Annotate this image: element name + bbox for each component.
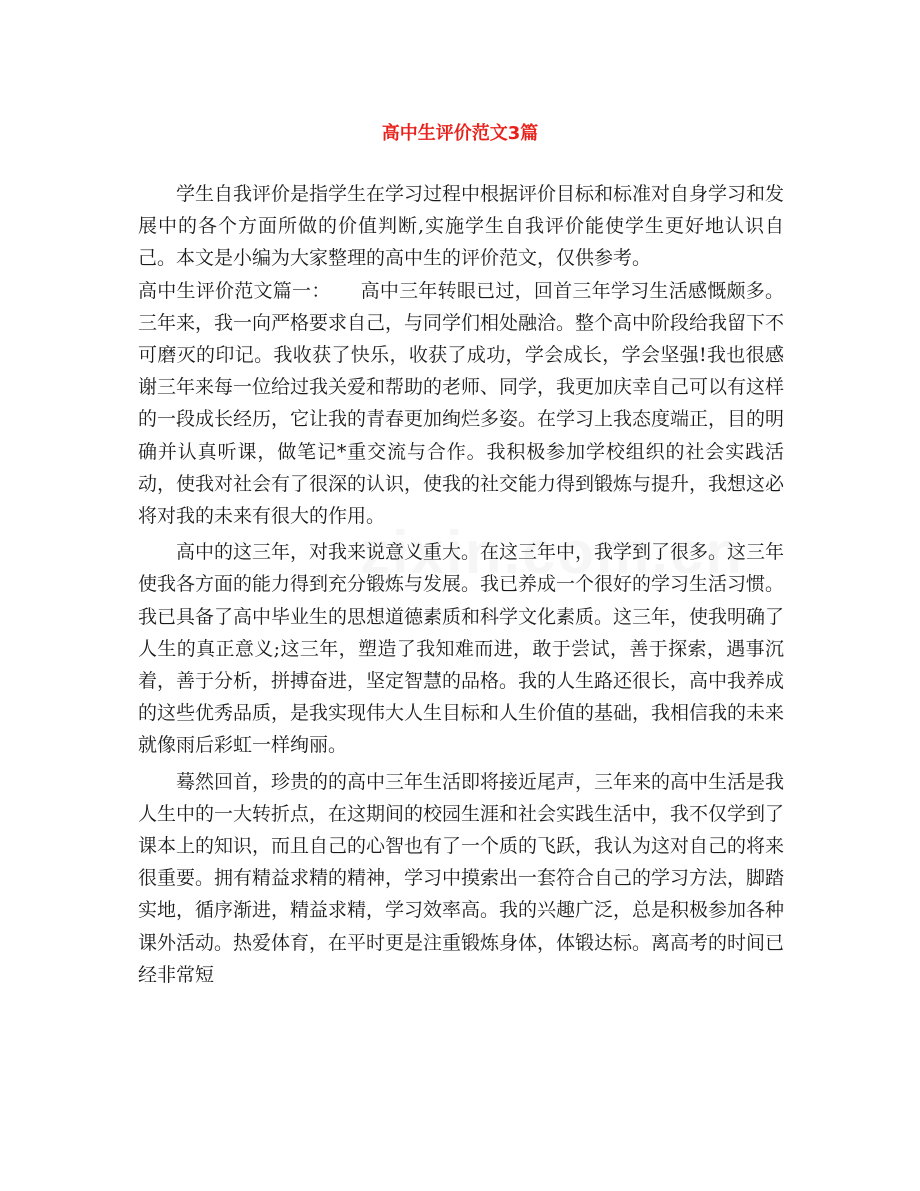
section-1-text: 高中三年转眼已过，回首三年学习生活感慨颇多。三年来，我一向严格要求自己，与同学们相处融洽。整个高中阶段给我留下不可磨灭的印记。我收获了快乐，收获了成功，学会成长，学会坚强!我也很感谢三年来每一位给过我关爱和帮助的老师、同学，我更加庆幸自己可以有这样的一段成长经历，它让我的青春更加绚烂多姿。在学习上我态度端正，目的明确并认真听课，做笔记*重交流与合作。我积极参加学校组织的社会实践活动，使我对社会有了很深的认识，使我的社交能力得到锻炼与提升，我想这必将对我的未来有很大的作用。 (138, 279, 785, 528)
paragraph-2: 高中的这三年，对我来说意义重大。在这三年中，我学到了很多。这三年使我各方面的能力得到充分锻炼与发展。我已养成一个很好的学习生活习惯。我已具备了高中毕业生的思想道德素质和科学文化素质。这三年，使我明确了人生的真正意义;这三年，塑造了我知难而进，敢于尝试，善于探索，遇事沉着，善于分析，拼搏奋进，坚定智慧的品格。我的人生路还很长，高中我养成的这些优秀品质，是我实现伟大人生目标和人生价值的基础，我相信我的未来就像雨后彩虹一样绚丽。 (138, 541, 785, 757)
section-1-paragraph (138, 275, 784, 533)
section-1-label: 高中生评价范文篇一： (138, 279, 331, 302)
paragraph-3: 蓦然回首，珍贵的的高中三年生活即将接近尾声，三年来的高中生活是我人生中的一大转折点，在这期间的校园生涯和社会实践生活中，我不仅学到了课本上的知识，而且自己的心智也有了一个质的飞跃，我认为这对自己的将来很重要。拥有精益求精的精神，学习中摸索出一套符合自己的学习方法，脚踏实地，循序渐进，精益求精，学习效率高。我的兴趣广泛，总是积极参加各种课外活动。热爱体育，在平时更是注重锻炼身体，体锻达标。离高考的时间已经非常短 (138, 770, 785, 986)
document-title: 高中生评价范文3篇 (381, 123, 539, 144)
document-body (138, 178, 784, 991)
intro-paragraph: 学生自我评价是指学生在学习过程中根据评价目标和标准对自身学习和发展中的各个方面所做的价值判断,实施学生自我评价能使学生更好地认识自己。本文是小编为大家整理的高中生的评价范文，仅供参考。 (138, 183, 785, 270)
